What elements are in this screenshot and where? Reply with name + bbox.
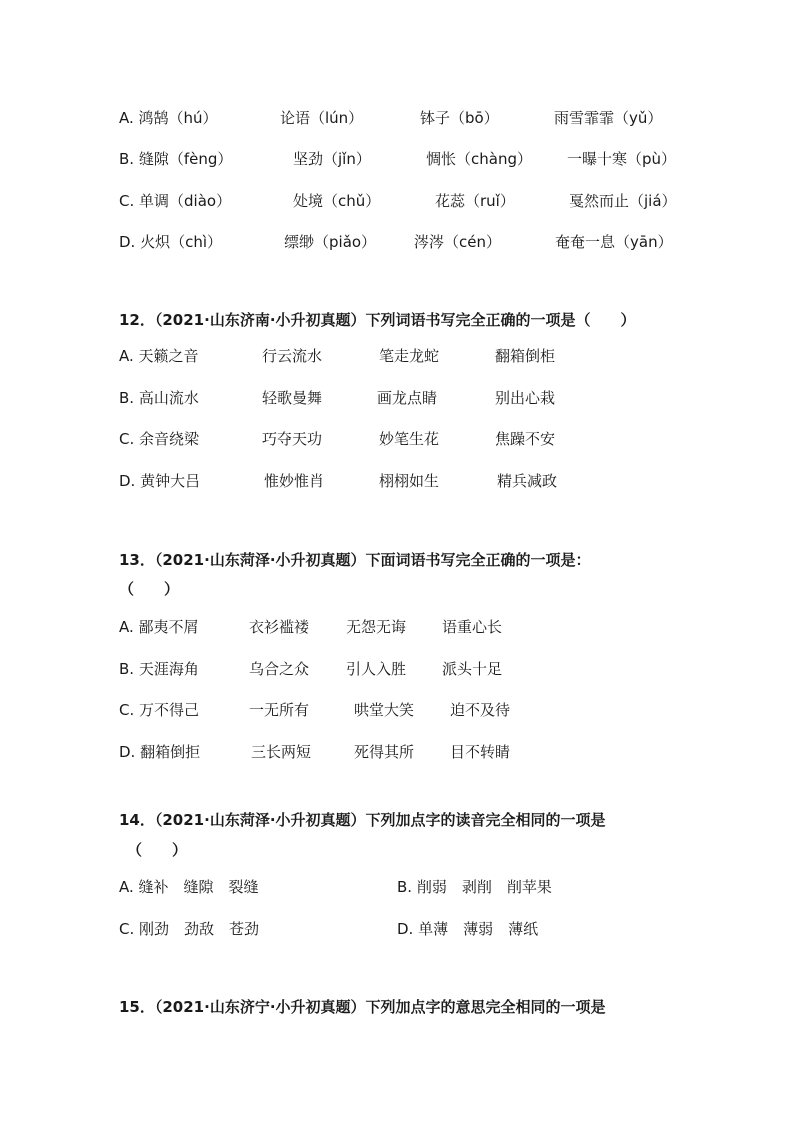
question-stem: 15．（2021·山东济宁·小升初真题）下列加点字的意思完全相同的一项是 [119,998,606,1016]
answer-parentheses: （ ） [119,580,180,598]
option-cell: B. 高山流水 [119,389,199,407]
option-cell: C. 单调（diào） [119,192,232,210]
option-cell: 雨雪霏霏（yǔ） [554,109,663,127]
option-cell: 迫不及待 [450,701,511,719]
option-cell: C. 余音绕梁 [119,430,200,448]
q13-option-b [0,657,794,681]
option-cell: 论语（lún） [280,109,364,127]
q12-option-a [0,344,794,368]
option-cell: 焦躁不安 [495,430,556,448]
option-cell: 衣衫褴褛 [249,618,310,636]
question-stem: 13．（2021·山东菏泽·小升初真题）下面词语书写完全正确的一项是： [119,551,591,569]
option-cell: A. 天籁之音 [119,347,199,365]
q13-option-c [0,698,794,722]
option-cell: 一无所有 [249,701,310,719]
q12-option-c [0,427,794,451]
q12-option-b [0,386,794,410]
option-cell: B. 天涯海角 [119,660,199,678]
option-cell: 一曝十寒（pù） [567,150,677,168]
option-cell: 翻箱倒柜 [495,347,556,365]
option-cell: 钵子（bō） [420,109,499,127]
option-cell: D. 火炽（chì） [119,233,223,251]
question-stem: 14．（2021·山东菏泽·小升初真题）下列加点字的读音完全相同的一项是 [119,811,606,829]
option-cell: 笔走龙蛇 [379,347,440,365]
option-cell: 派头十足 [442,660,503,678]
option-cell: C. 万不得己 [119,701,200,719]
option-cell: A. 鸿鹄（hú） [119,109,218,127]
option-cell: 花蕊（ruǐ） [435,192,515,210]
q14-row-2 [0,917,794,941]
question-stem: 12．（2021·山东济南·小升初真题）下列词语书写完全正确的一项是（ ） [119,311,636,329]
option-cell: D. 黄钟大吕 [119,472,201,490]
option-cell: 惆怅（chàng） [426,150,532,168]
option-cell: 精兵减政 [497,472,558,490]
q12-option-d [0,469,794,493]
q11-option-b [0,147,794,171]
option-cell: C. 刚劲 劲敌 苍劲 [119,920,260,938]
option-cell: 三长两短 [251,743,312,761]
option-cell: 行云流水 [262,347,323,365]
option-cell: 坚劲（jǐn） [293,150,371,168]
q14-stem [0,808,794,832]
q11-option-c [0,189,794,213]
option-cell: D. 翻箱倒拒 [119,743,201,761]
option-cell: 妙笔生花 [379,430,440,448]
option-cell: 巧夺天功 [262,430,323,448]
option-cell: 轻歌曼舞 [262,389,323,407]
option-cell: 目不转睛 [450,743,511,761]
option-cell: 栩栩如生 [379,472,440,490]
q13-option-a [0,615,794,639]
option-cell: 奄奄一息（yān） [555,233,673,251]
option-cell: 语重心长 [442,618,503,636]
q15-stem [0,995,794,1019]
option-cell: 哄堂大笑 [354,701,415,719]
q11-option-a [0,106,794,130]
option-cell: A. 缝补 缝隙 裂缝 [119,878,259,896]
option-cell: 乌合之众 [249,660,310,678]
option-cell: 死得其所 [354,743,415,761]
q14-paren [0,838,794,862]
q11-option-d [0,230,794,254]
option-cell: 引人入胜 [346,660,407,678]
option-cell: 无怨无诲 [346,618,407,636]
option-cell: 戛然而止（jiá） [569,192,677,210]
q13-stem [0,548,794,572]
option-cell: 处境（chǔ） [293,192,381,210]
option-cell: D. 单薄 薄弱 薄纸 [397,920,539,938]
option-cell: 涔涔（cén） [414,233,501,251]
q12-stem [0,308,794,332]
q13-option-d [0,740,794,764]
option-cell: B. 削弱 剥削 削苹果 [397,878,552,896]
option-cell: A. 鄙夷不屑 [119,618,199,636]
option-cell: 画龙点睛 [377,389,438,407]
option-cell: 惟妙惟肖 [264,472,325,490]
option-cell: 缥缈（piǎo） [284,233,377,251]
option-cell: B. 缝隙（fèng） [119,150,233,168]
q14-row-1 [0,875,794,899]
q13-paren [0,577,794,601]
answer-parentheses: （ ） [127,841,188,859]
option-cell: 别出心栽 [495,389,556,407]
